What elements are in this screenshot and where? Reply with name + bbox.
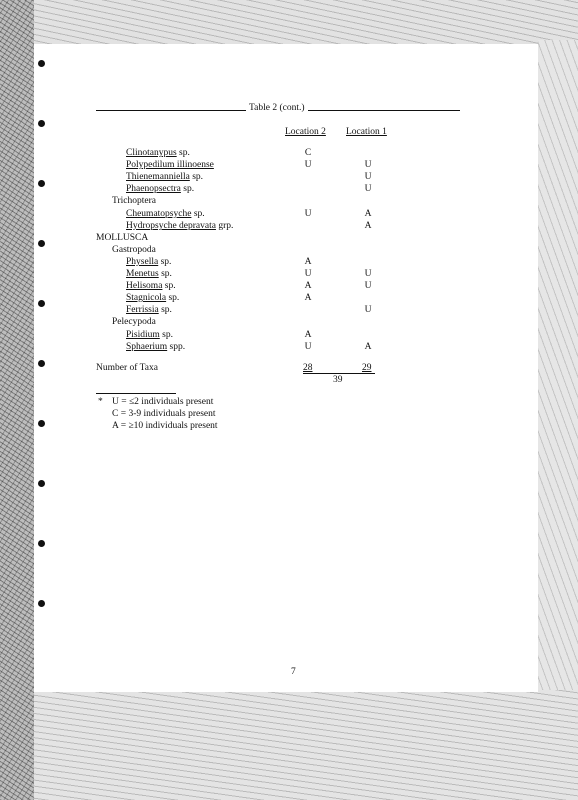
taxon-name (126, 221, 233, 232)
taxon-name (96, 233, 148, 244)
footnote-marker: * (98, 397, 103, 407)
taxon-name-main: Stagnicola (126, 293, 167, 303)
column-header-location-2: Location 2 (285, 127, 326, 137)
taxon-name-main: Ferrissia (126, 305, 159, 315)
column-header-location-1: Location 1 (346, 127, 387, 137)
scan-edge-top (0, 0, 578, 46)
punch-hole (38, 240, 45, 247)
taxon-name (126, 269, 172, 280)
abundance-location-2: U (304, 342, 312, 352)
abundance-location-2: U (304, 269, 312, 279)
abundance-location-2: A (304, 293, 312, 303)
taxon-name-main: Clinotanypus (126, 148, 177, 158)
taxon-name-suffix: sp. (158, 305, 172, 315)
punch-hole (38, 300, 45, 307)
scan-edge-bottom (0, 690, 578, 800)
number-of-taxa-location-1: 29 (362, 363, 372, 373)
taxon-name (126, 330, 173, 341)
footnote-rule (96, 393, 176, 394)
abundance-location-1: A (364, 342, 372, 352)
abundance-location-1: U (364, 172, 372, 182)
abundance-location-2: U (304, 160, 312, 170)
number-of-taxa-label: Number of Taxa (96, 363, 158, 373)
abundance-location-1: A (364, 221, 372, 231)
taxon-name (112, 317, 156, 328)
abundance-location-2: A (304, 330, 312, 340)
abundance-location-2: U (304, 209, 312, 219)
taxon-name-suffix: sp. (158, 269, 172, 279)
punch-hole (38, 420, 45, 427)
taxon-name (112, 196, 156, 207)
abundance-location-2: A (304, 257, 312, 267)
scan-edge-left (0, 0, 34, 800)
taxon-name-suffix: sp. (180, 184, 195, 194)
taxon-name-main: Pisidium (126, 330, 160, 340)
taxon-name-suffix: sp. (159, 330, 173, 340)
taxon-name (126, 281, 176, 292)
taxon-name-main: Hydropsyche depravata (126, 221, 216, 231)
taxon-name-main: Cheumatopsyche (126, 209, 192, 219)
taxon-name (126, 209, 205, 220)
taxon-name-main: Thienemanniella (126, 172, 190, 182)
taxon-name (126, 172, 203, 183)
abundance-location-2: A (304, 281, 312, 291)
punch-hole (38, 480, 45, 487)
punch-hole (38, 600, 45, 607)
abundance-location-2: C (304, 148, 312, 158)
abundance-location-1: U (364, 305, 372, 315)
punch-hole (38, 540, 45, 547)
taxon-name (112, 245, 156, 256)
scan-edge-right (538, 40, 578, 760)
taxon-name-suffix: sp. (162, 281, 176, 291)
taxon-name-main: MOLLUSCA (96, 233, 149, 243)
footnote-line-c: C = 3-9 individuals present (112, 409, 216, 419)
abundance-location-1: U (364, 160, 372, 170)
punch-hole (38, 60, 45, 67)
taxon-name-main: Helisoma (126, 281, 163, 291)
taxon-name-suffix: sp. (158, 257, 172, 267)
taxon-name (126, 293, 179, 304)
taxon-name-suffix: spp. (167, 342, 186, 352)
taxon-name-suffix: sp. (176, 148, 190, 158)
number-of-taxa-total: 39 (333, 375, 343, 385)
taxon-name-suffix: sp. (191, 209, 205, 219)
taxon-name-suffix: grp. (215, 221, 234, 231)
number-of-taxa-location-2: 28 (303, 363, 313, 373)
taxon-name-main: Physella (126, 257, 159, 267)
abundance-location-1: U (364, 184, 372, 194)
taxon-name-suffix: sp. (189, 172, 204, 182)
taxon-name (126, 160, 214, 171)
taxon-name-suffix: sp. (166, 293, 180, 303)
taxon-name (126, 305, 172, 316)
table-title: Table 2 (cont.) (246, 103, 308, 114)
taxon-name-main: Sphaerium (126, 342, 168, 352)
punch-hole (38, 180, 45, 187)
footnote-line-u: U = ≤2 individuals present (112, 397, 214, 407)
taxon-name (126, 148, 190, 159)
taxon-name-main: Trichoptera (112, 196, 156, 206)
taxon-name-main: Menetus (126, 269, 159, 279)
taxon-name-main: Gastropoda (112, 245, 156, 255)
abundance-location-1: A (364, 209, 372, 219)
taxon-name-main: Pelecypoda (112, 317, 156, 327)
taxa-total-rule (303, 373, 375, 374)
abundance-location-1: U (364, 281, 372, 291)
taxon-name (126, 342, 185, 353)
taxon-name-main: Phaenopsectra (126, 184, 181, 194)
footnote-line-a: A = ≥10 individuals present (112, 421, 218, 431)
taxon-name-main: Polypedilum illinoense (126, 160, 214, 170)
abundance-location-1: U (364, 269, 372, 279)
page-number: 7 (291, 667, 296, 677)
punch-hole (38, 120, 45, 127)
taxon-name (126, 184, 194, 195)
punch-hole (38, 360, 45, 367)
taxon-name (126, 257, 171, 268)
